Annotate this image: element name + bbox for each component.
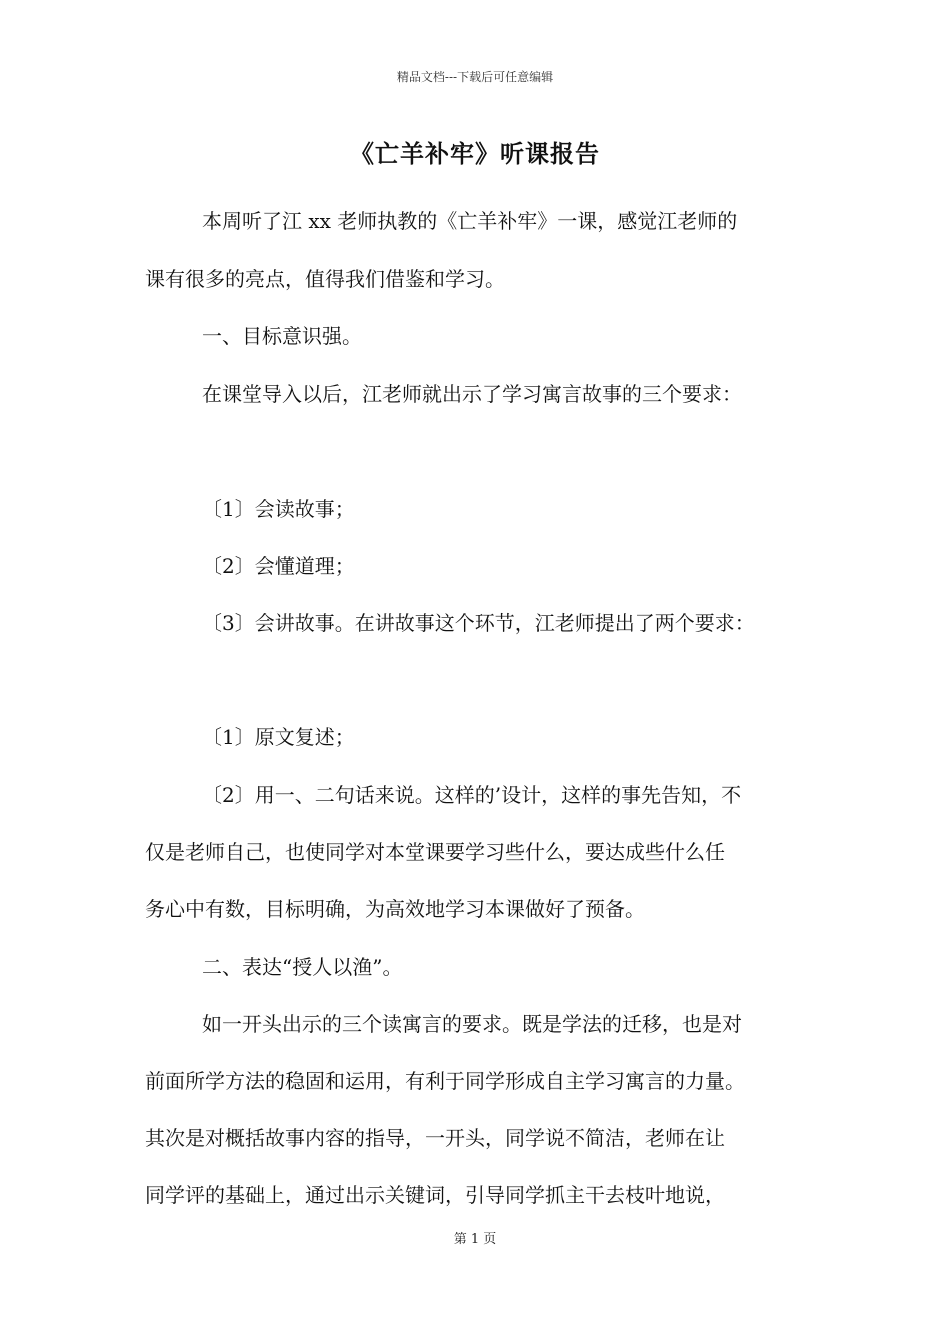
list-item: 〔1〕原文复述； (202, 725, 355, 749)
document-title: 《亡羊补牢》听课报告 (350, 139, 600, 168)
paragraph-line: 本周听了江 xx 老师执教的《亡羊补牢》一课，感觉江老师的 (202, 209, 738, 233)
section-heading: 一、目标意识强。 (202, 324, 362, 348)
list-item: 〔3〕会讲故事。在讲故事这个环节，江老师提出了两个要求： (202, 611, 755, 635)
paragraph-line: 同学评的基础上，通过出示关键词，引导同学抓主干去枝叶地说， (145, 1183, 725, 1207)
paragraph-line: 务心中有数，目标明确，为高效地学习本课做好了预备。 (145, 897, 645, 921)
paragraph-line: 在课堂导入以后，江老师就出示了学习寓言故事的三个要求： (202, 382, 742, 406)
paragraph-line: 仅是老师自己，也使同学对本堂课要学习些什么，要达成些什么任 (145, 840, 725, 864)
paragraph-line: 前面所学方法的稳固和运用，有利于同学形成自主学习寓言的力量。 (145, 1069, 745, 1093)
paragraph-line: 如一开头出示的三个读寓言的要求。既是学法的迁移，也是对 (202, 1012, 742, 1036)
paragraph-line: 其次是对概括故事内容的指导，一开头，同学说不简洁，老师在让 (145, 1126, 725, 1150)
page-number: 第 1 页 (453, 1232, 497, 1247)
section-heading: 二、表达“授人以渔”。 (202, 955, 403, 979)
page-header-note: 精品文档---下载后可任意编辑 (396, 70, 554, 84)
paragraph-line: 课有很多的亮点，值得我们借鉴和学习。 (145, 267, 505, 291)
list-item: 〔1〕会读故事； (202, 497, 355, 521)
list-item: 〔2〕会懂道理； (202, 554, 355, 578)
list-item: 〔2〕用一、二句话来说。这样的’设计，这样的事先告知，不 (202, 783, 742, 807)
